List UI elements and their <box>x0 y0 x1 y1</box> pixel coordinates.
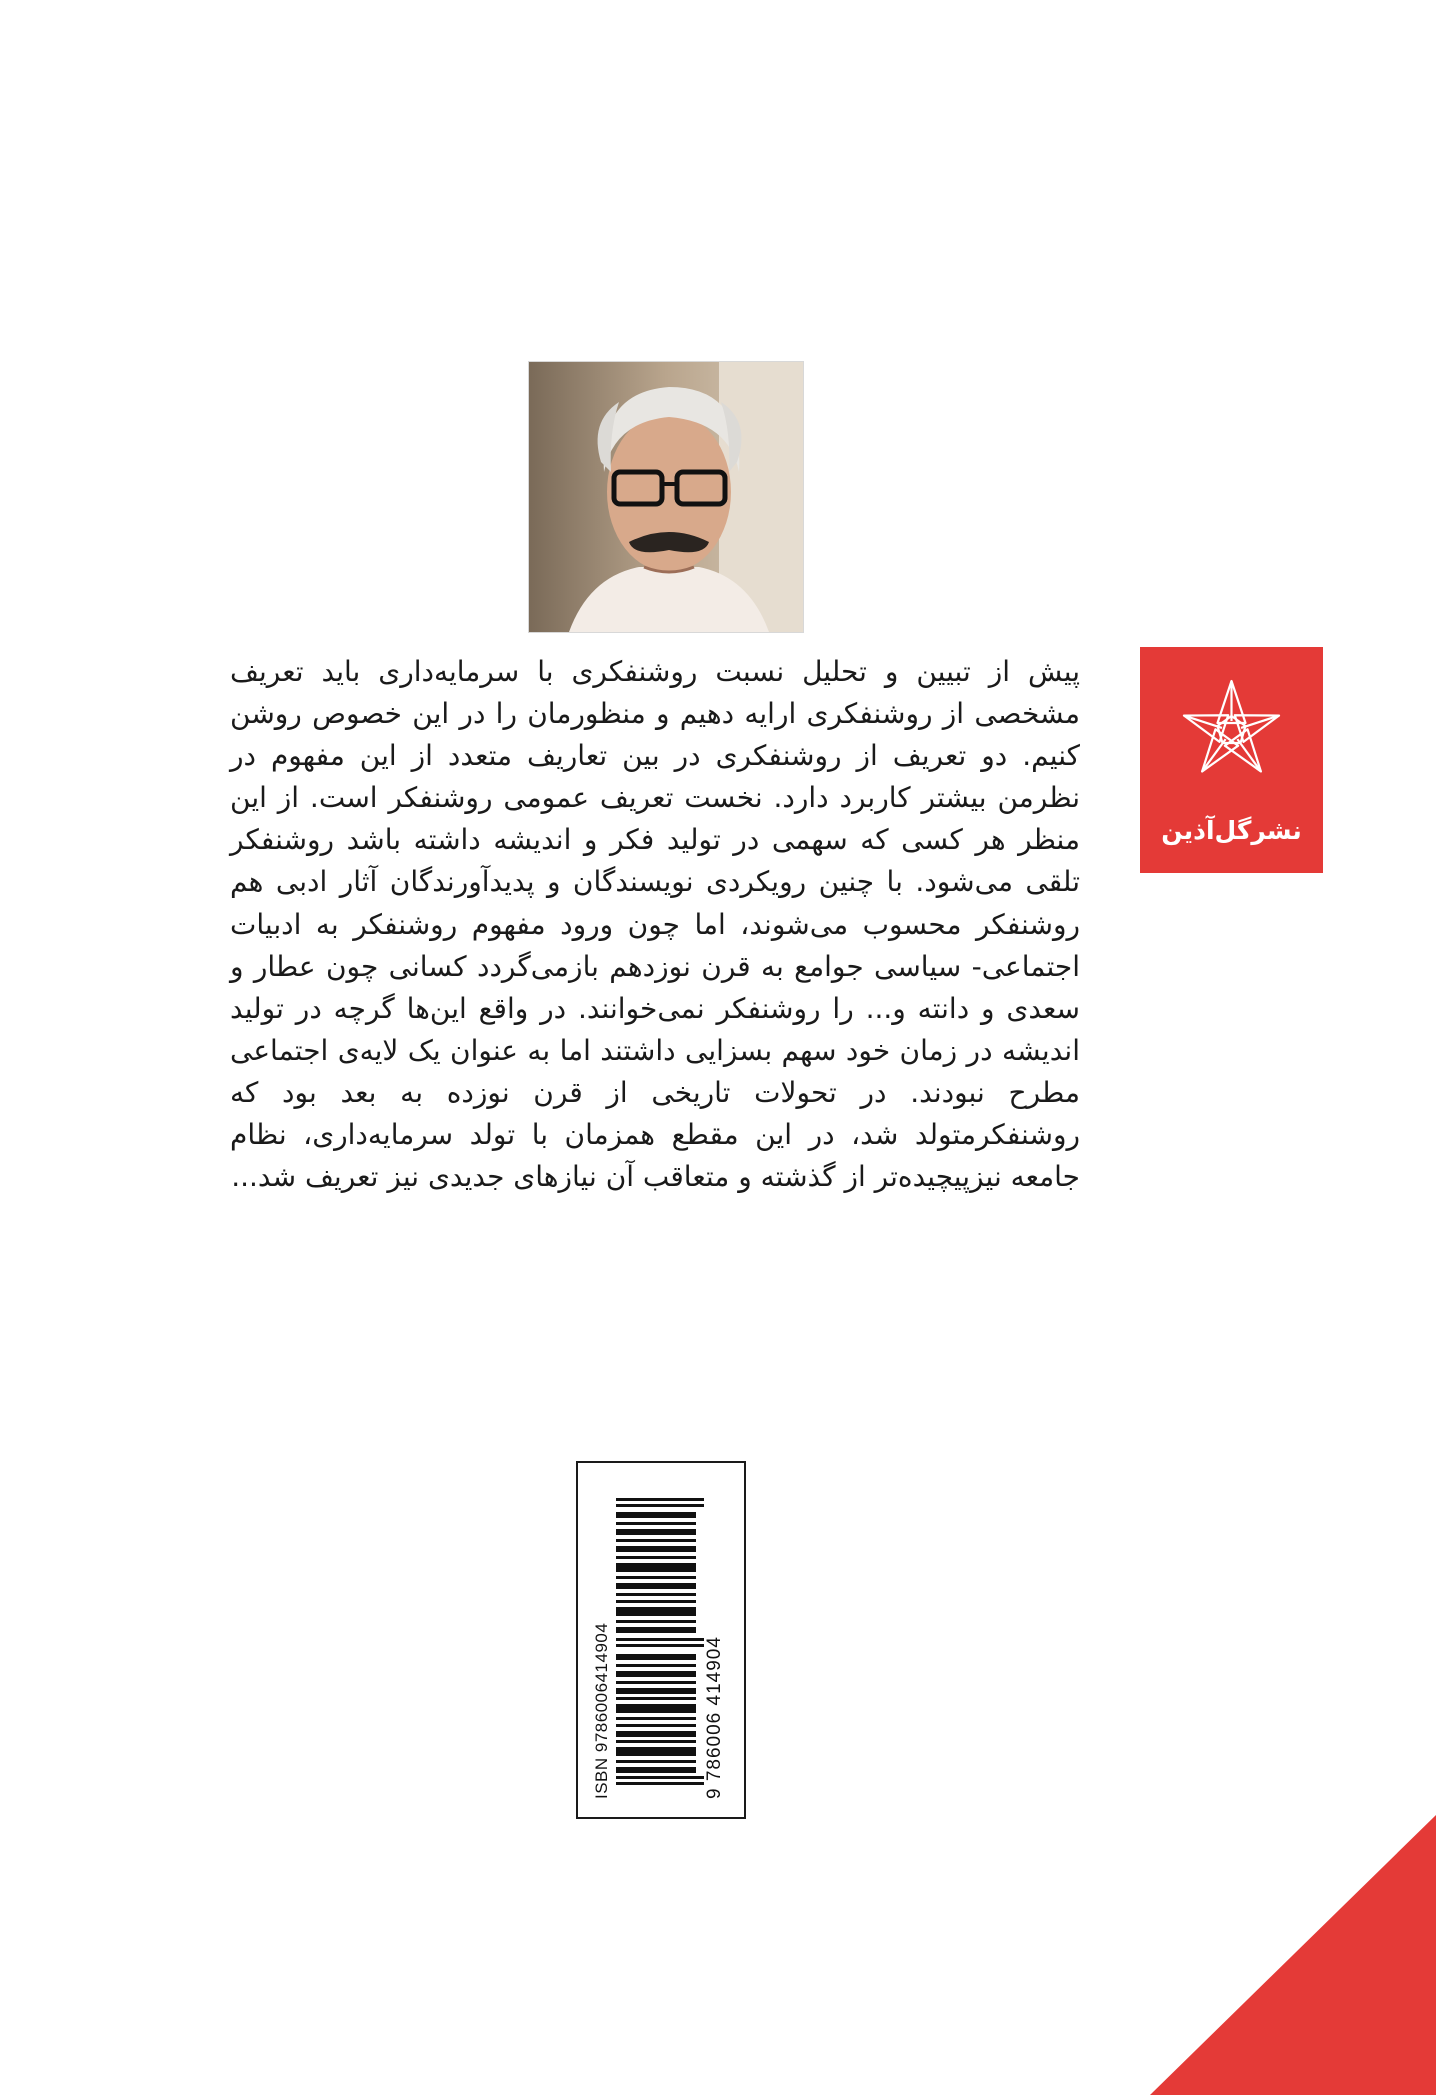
author-photo <box>528 361 804 633</box>
barcode <box>616 1479 704 1799</box>
barcode-digits: 9 786006 414904 <box>704 1636 725 1799</box>
barcode-box <box>576 1461 746 1819</box>
publisher-name: نشرگل‌آذین <box>1161 816 1302 845</box>
isbn-number: ISBN 9786006414904 <box>592 1622 611 1799</box>
publisher-badge <box>1140 647 1323 873</box>
back-cover-blurb: پیش از تبیین و تحلیل نسبت روشنفکری با سرمایه‌داری باید تعریف مشخصی از روشنفکری ارایه دهیم و منظورمان را در این خصوص روشن کنیم. دو تعریف از روشنفکری در بین تعاریف متعدد از این مفهوم در نظرمن بیشتر کاربرد دارد. نخست تعریف عمومی روشنفکر است. از این منظر هر کسی که سهمی در تولید فکر و اندیشه داشته باشد روشنفکر تلقی می‌شود. با چنین رویکردی نویسندگان و پدیدآورندگان آثار ادبی هم روشنفکر محسوب می‌شوند، اما چون ورود مفهوم روشنفکر به ادبیات اجتماعی- سیاسی جوامع به قرن نوزدهم بازمی‌گردد کسانی چون عطار و سعدی و دانته و... را روشنفکر نمی‌خوانند. در واقع این‌ها گرچه در تولید اندیشه در زمان خود سهم بسزایی داشتند اما به عنوان یک لایه‌ی اجتماعی مطرح نبودند. در تحولات تاریخی از قرن نوزده به بعد بود که روشنفکرمتولد شد، در این مقطع همزمان با تولد سرمایه‌داری، نظام جامعه نیزپیچیده‌تر از گذشته و متعاقب آن نیازهای جدیدی نیز تعریف شد... <box>230 655 1080 1194</box>
publisher-book-star-logo <box>1166 663 1297 794</box>
corner-triangle <box>1150 1815 1436 2095</box>
